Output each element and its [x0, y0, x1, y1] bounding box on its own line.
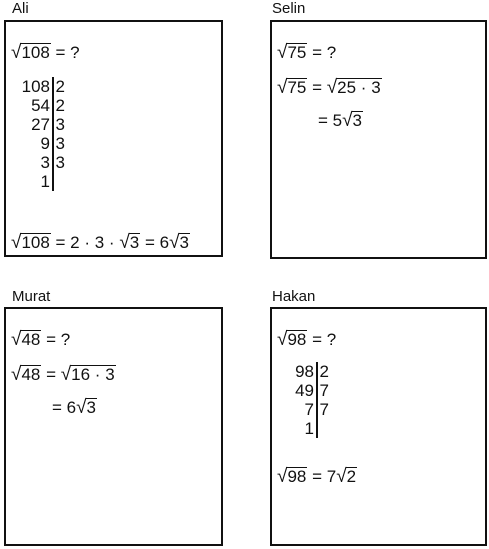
- factor-row: 7 7: [304, 400, 329, 419]
- solution-card-ali: [4, 20, 223, 257]
- factor-row: 1: [16, 172, 65, 191]
- answer-line: = 5√3: [318, 110, 363, 131]
- question-line: √75 = ?: [277, 42, 337, 63]
- question-line: √98 = ?: [277, 329, 337, 350]
- factor-row: 3 3: [40, 153, 65, 172]
- factor-row: 98 2: [295, 362, 329, 381]
- student-name-selin: Selin: [272, 0, 306, 17]
- solution-card-murat: [4, 307, 223, 546]
- factor-row: 108 2: [21, 77, 65, 96]
- factor-row: 1: [284, 419, 329, 438]
- factor-row: 54 2: [31, 96, 65, 115]
- factor-row: 49 7: [295, 381, 329, 400]
- radical: √108: [11, 42, 50, 63]
- factor-row: 27 3: [31, 115, 65, 134]
- factor-table: [284, 362, 329, 438]
- step-line: √75 = √25 · 3: [277, 77, 381, 98]
- question-line: √48 = ?: [11, 329, 71, 350]
- question-line: √108 = ?: [11, 42, 80, 63]
- step-line: √48 = √16 · 3: [11, 364, 115, 385]
- factor-row: 9 3: [40, 134, 65, 153]
- factor-table: [16, 77, 65, 191]
- student-name-hakan: Hakan: [272, 288, 316, 305]
- answer-line: = 6√3: [52, 397, 97, 418]
- result-line: √108 = 2 · 3 · √3 = 6√3: [11, 232, 189, 253]
- student-name-murat: Murat: [12, 288, 51, 305]
- solution-card-selin: [270, 20, 487, 259]
- solution-card-hakan: [270, 307, 487, 546]
- student-name-ali: Ali: [12, 0, 29, 17]
- result-line: √98 = 7√2: [277, 466, 357, 487]
